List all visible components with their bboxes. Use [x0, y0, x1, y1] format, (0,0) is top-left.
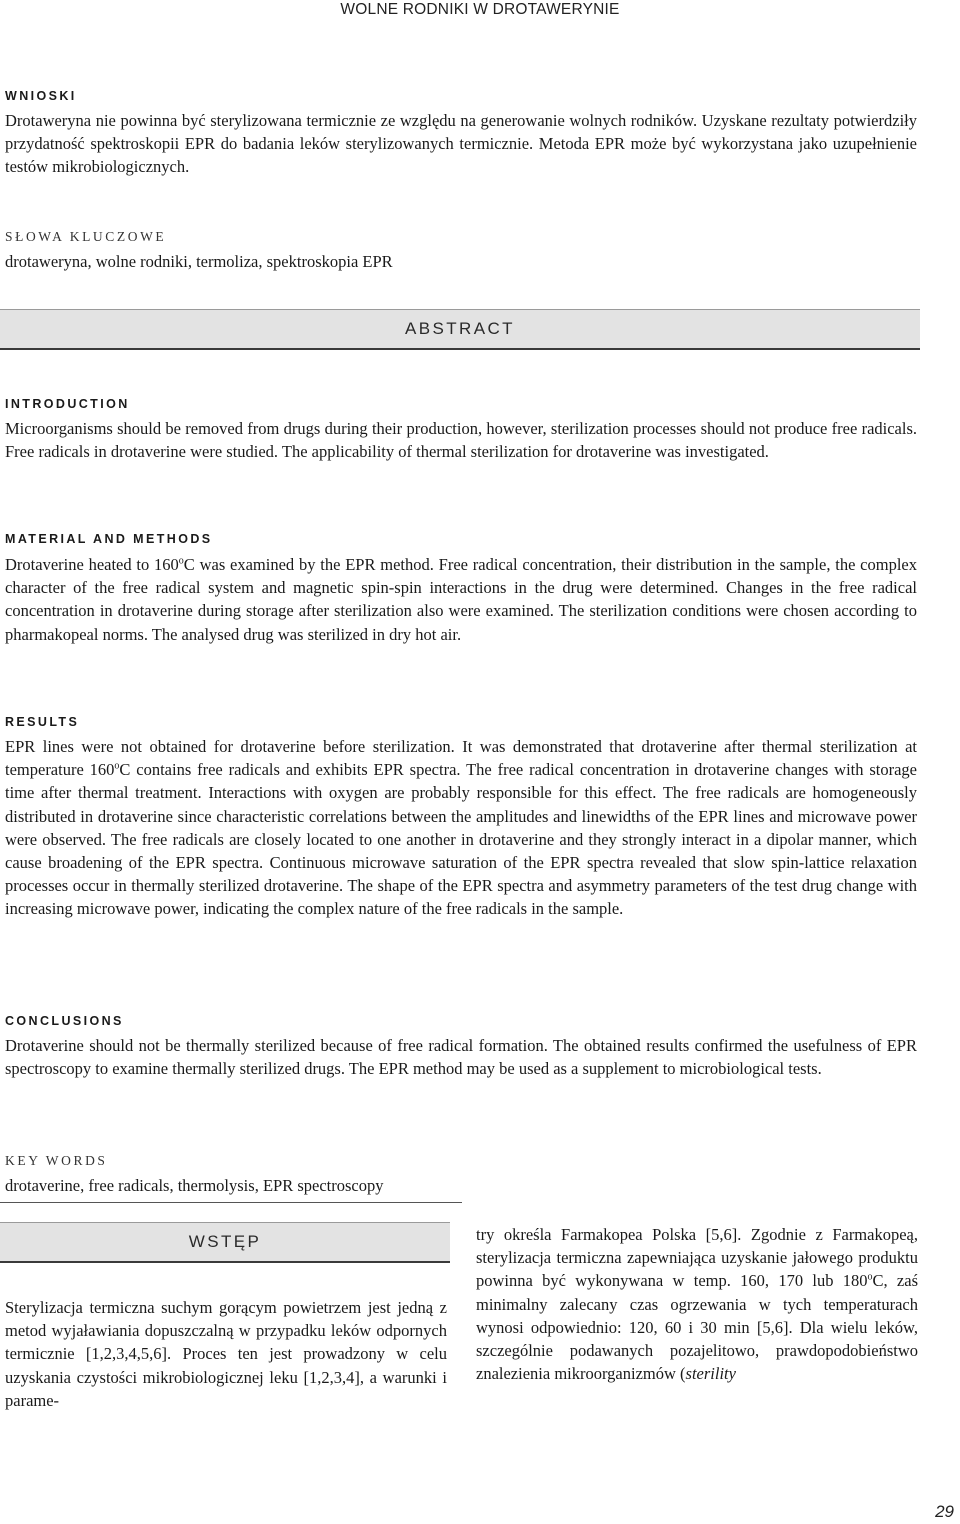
wstep-band: WSTĘP — [0, 1222, 450, 1263]
keywords-divider — [0, 1202, 462, 1203]
conclusions-text: Drotaverine should not be thermally sterilized because of free radical formation. The obtained results confirmed the usefulness of EPR spectroscopy to examine thermally sterilized drugs. The EPR method may be used as a supplement to microbiological tests. — [5, 1036, 917, 1079]
section-heading-introduction: INTRODUCTION — [5, 397, 130, 411]
running-head: WOLNE RODNIKI W DROTAWERYNIE — [340, 1, 620, 18]
section-heading-results: RESULTS — [5, 715, 80, 729]
abstract-band: ABSTRACT — [0, 309, 920, 350]
methods-text: Drotaverine heated to 160$^o$C was examined by the EPR method. Free radical concentration, their distribution in the sample, the complex character of the free radical system and magnetic spin-spin interactions in the drug were determined. Changes in the free radical concentration in drotaverine during storage after sterilization also were examined. The sterilization conditions were chosen according to pharmakopeal norms. The analysed drug was sterilized in dry hot air. — [5, 555, 917, 644]
section-heading-conclusions: CONCLUSIONS — [5, 1014, 124, 1028]
keywords-pl-heading: SŁOWA KLUCZOWE — [5, 229, 167, 244]
wnioski-text: Drotaweryna nie powinna być sterylizowana termicznie ze względu na generowanie wolnych rodników. Uzyskane rezultaty potwierdziły przydatność spektroskopii EPR do badania leków sterylizowanych termicznie. Metoda EPR może być wykorzystana jako uzupełnienie testów mikrobiologicznych. — [5, 111, 917, 177]
wstep-left-column: Sterylizacja termiczna suchym gorącym powietrzem jest jedną z metod wyjaławiania dopuszczalną w przypadku leków odpornych termicznie [1,2,3,4,5,6]. Proces ten jest prowadzony w celu uzyskania czystości mikrobiologicznej leku [1,2,3,4], a warunki i parame- — [5, 1298, 447, 1410]
wstep-right-column: try określa Farmakopea Polska [5,6]. Zgodnie z Farmakopeą, sterylizacja termiczna zapewniająca uzyskanie jałowego produktu powinna być wykonywana w temp. 160, 170 lub 180$^o$C, zaś minimalny zalecany czas ogrzewania w tych temperaturach wynosi odpowiednio: 120, 60 i 30 min [5,6]. Dla wielu leków, szczególnie podawanych pozajelitowo, prawdopodobieństwo znalezienia mikroorganizmów (sterility — [476, 1225, 918, 1384]
keywords-en-text: drotaverine, free radicals, thermolysis, EPR spectroscopy — [5, 1176, 384, 1195]
keywords-pl-text: drotaweryna, wolne rodniki, termoliza, spektroskopia EPR — [5, 252, 393, 271]
introduction-text: Microorganisms should be removed from drugs during their production, however, sterilization processes should not produce free radicals. Free radicals in drotaverine were studied. The applicability of thermal sterilization for drotaverine was investigated. — [5, 419, 917, 462]
results-text: EPR lines were not obtained for drotaverine before sterilization. It was demonstrated that drotaverine after thermal sterilization at temperature 160$^o$C contains free radicals and exhibits EPR spectra. The free radical concentration in drotaverine changes with storage time after thermal treatment. Interactions with oxygen are probably responsible for this effect. The free radicals are homogeneously distributed in drotaverine since characteristic correlations between the amplitudes and linewidths of the EPR lines and microwave power were observed. The free radicals are closely located to one another in drotaverine and they strongly interact in a dipolar manner, which cause broadening of the EPR spectra. Continuous microwave saturation of the EPR spectra revealed that slow spin-lattice relaxation processes occur in thermally sterilized drotaverine. The shape of the EPR spectra and asymmetry parameters of the test drug change with increasing microwave power, indicating the complex nature of the free radicals in the sample. — [5, 737, 917, 919]
section-heading-wnioski: WNIOSKI — [5, 89, 77, 103]
page-number: 29 — [935, 1502, 954, 1521]
keywords-en-heading: KEY WORDS — [5, 1153, 108, 1168]
section-heading-methods: MATERIAL AND METHODS — [5, 532, 213, 546]
